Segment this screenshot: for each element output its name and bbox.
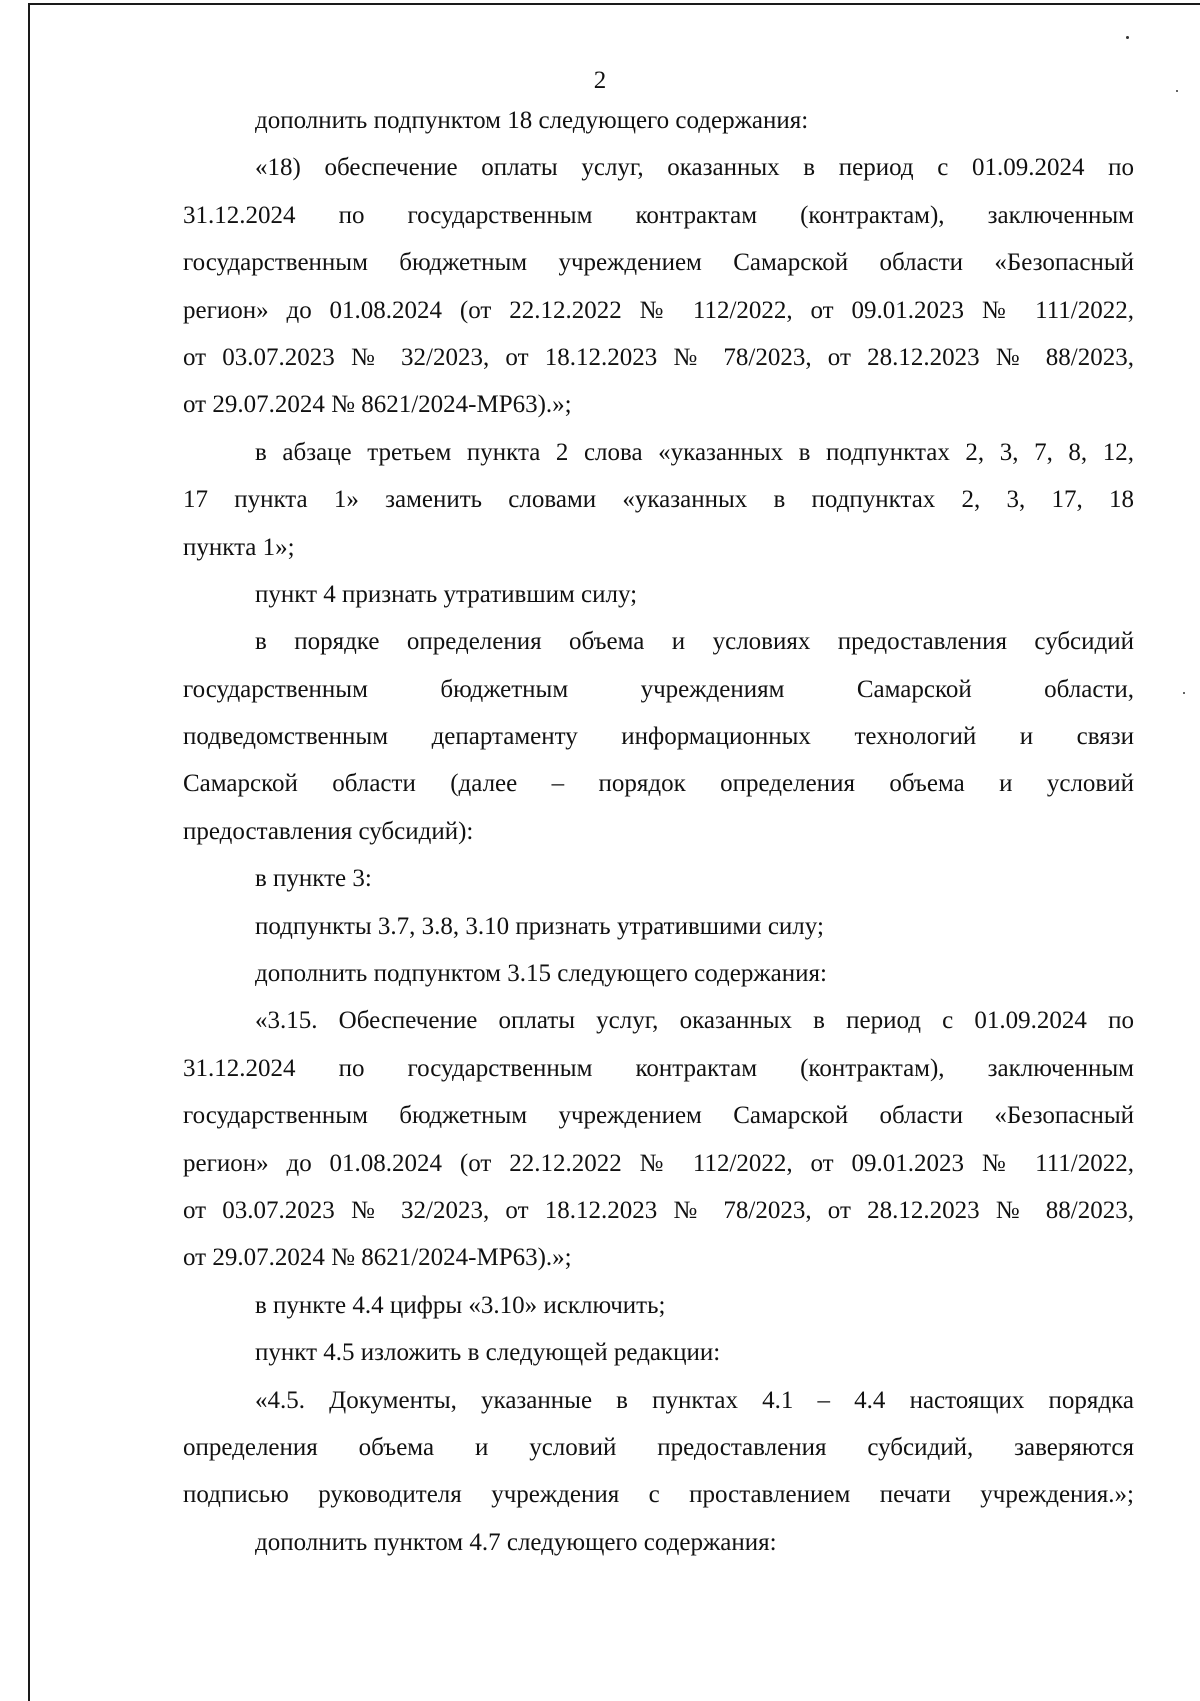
text-line: от 03.07.2023 № 32/2023, от 18.12.2023 № 78/2023, от 28.12.2023 № 88/2023, [183,1196,1134,1224]
text-line: в пункте 3: [255,865,372,893]
text-line: пункта 1»; [183,533,295,561]
text-line: 31.12.2024 по государственным контрактам (контрактам), заключенным [183,201,1134,229]
text-line: 31.12.2024 по государственным контрактам (контрактам), заключенным [183,1054,1134,1082]
text-line: от 03.07.2023 № 32/2023, от 18.12.2023 № 78/2023, от 28.12.2023 № 88/2023, [183,343,1134,371]
text-line: государственным бюджетным учреждениям Самарской области, [183,675,1134,703]
text-line: в пункте 4.4 цифры «3.10» исключить; [255,1291,666,1319]
scan-border-left [28,3,30,1701]
page-number: 2 [593,67,607,94]
text-line: дополнить пунктом 4.7 следующего содержания: [255,1528,777,1556]
text-line: 17 пункта 1» заменить словами «указанных в подпунктах 2, 3, 17, 18 [183,486,1134,514]
text-line: определения объема и условий предоставления субсидий, заверяются [183,1433,1134,1461]
text-line: «4.5. Документы, указанные в пунктах 4.1 – 4.4 настоящих порядка [255,1386,1134,1414]
scan-border-top [28,3,1200,5]
text-line: государственным бюджетным учреждением Самарской области «Безопасный [183,249,1134,277]
text-line: подведомственным департаменту информационных технологий и связи [183,723,1134,751]
text-line: в порядке определения объема и условиях предоставления субсидий [255,628,1134,656]
document-body [183,97,1134,1566]
text-line: дополнить подпунктом 3.15 следующего содержания: [255,960,827,988]
text-line: пункт 4 признать утратившим силу; [255,580,638,608]
text-line: подпункты 3.7, 3.8, 3.10 признать утратившими силу; [255,912,824,940]
scan-speck [1183,692,1185,694]
text-line: предоставления субсидий): [183,817,474,845]
text-line: Самарской области (далее – порядок определения объема и условий [183,770,1134,798]
text-line: регион» до 01.08.2024 (от 22.12.2022 № 112/2022, от 09.01.2023 № 111/2022, [183,1149,1134,1177]
text-line: «3.15. Обеспечение оплаты услуг, оказанных в период с 01.09.2024 по [255,1007,1134,1035]
text-line: «18) обеспечение оплаты услуг, оказанных в период с 01.09.2024 по [255,154,1134,182]
text-line: от 29.07.2024 № 8621/2024-МР63).»; [183,391,572,419]
text-line: регион» до 01.08.2024 (от 22.12.2022 № 112/2022, от 09.01.2023 № 111/2022, [183,296,1134,324]
text-line: дополнить подпунктом 18 следующего содержания: [255,107,809,134]
text-line: государственным бюджетным учреждением Самарской области «Безопасный [183,1102,1134,1130]
text-line: в абзаце третьем пункта 2 слова «указанных в подпунктах 2, 3, 7, 8, 12, [255,438,1134,466]
text-line: пункт 4.5 изложить в следующей редакции: [255,1339,721,1367]
text-line: от 29.07.2024 № 8621/2024-МР63).»; [183,1244,572,1272]
scan-speck [1126,36,1129,39]
text-line: подписью руководителя учреждения с проставлением печати учреждения.»; [183,1481,1134,1509]
